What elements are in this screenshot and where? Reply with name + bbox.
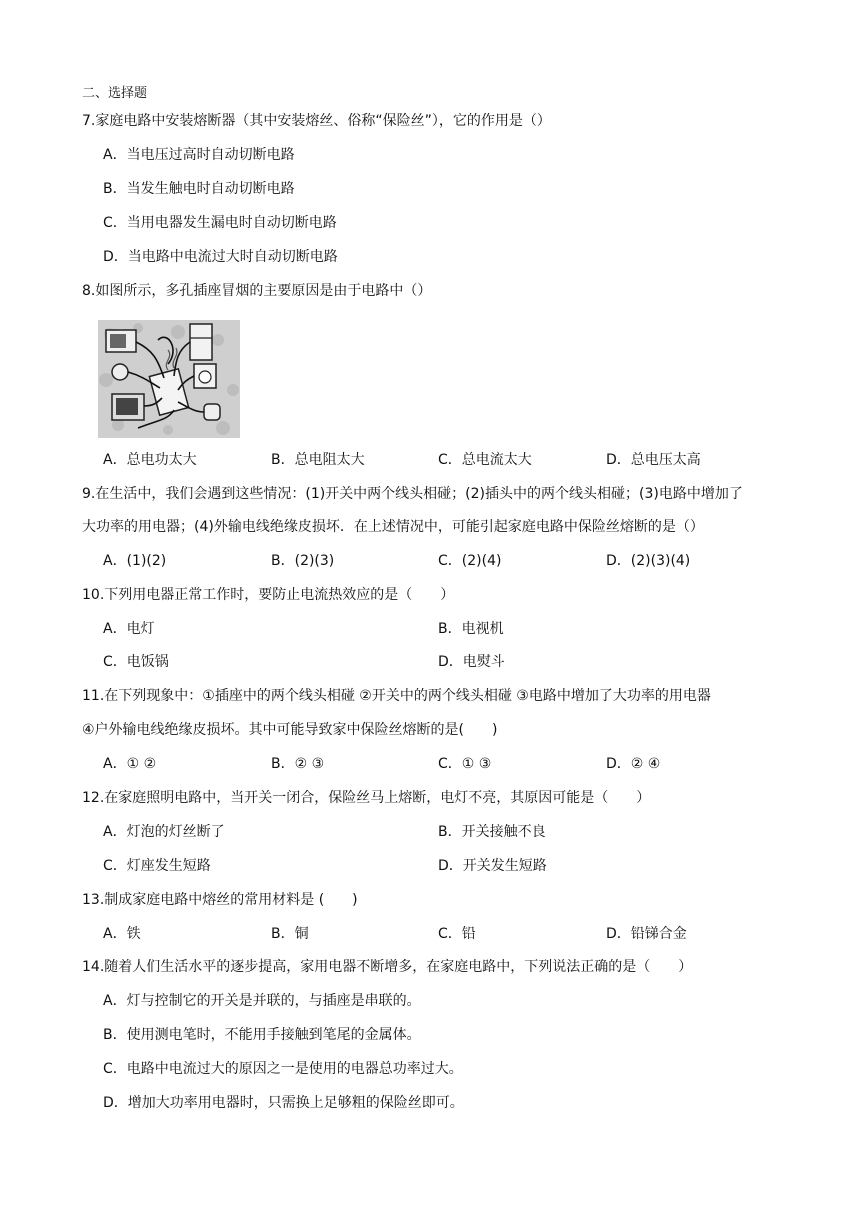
- question-12-option-d[interactable]: D．开关发生短路: [438, 858, 547, 874]
- question-10-option-a[interactable]: A．电灯: [103, 621, 155, 637]
- question-11-stem-line-2: ④户外输电线绝缘皮损坏。其中可能导致家中保险丝熔断的是( ): [82, 722, 498, 738]
- question-8-option-b[interactable]: B．总电阻太大: [271, 452, 365, 468]
- question-14-stem: 14.随着人们生活水平的逐步提高，家用电器不断增多，在家庭电路中，下列说法正确的是（ ）: [82, 959, 693, 975]
- question-12-option-c[interactable]: C．灯座发生短路: [103, 858, 211, 874]
- question-8-option-c[interactable]: C．总电流太大: [438, 452, 532, 468]
- question-7-stem: 7.家庭电路中安装熔断器（其中安装熔丝、俗称“保险丝”），它的作用是（）: [82, 113, 551, 129]
- question-8-option-d[interactable]: D．总电压太高: [606, 452, 701, 468]
- question-8-stem: 8.如图所示，多孔插座冒烟的主要原因是由于电路中（）: [82, 283, 432, 299]
- question-13-option-b[interactable]: B．铜: [271, 926, 309, 942]
- question-7-option-d[interactable]: D．当电路中电流过大时自动切断电路: [103, 249, 338, 265]
- question-7-option-c[interactable]: C．当用电器发生漏电时自动切断电路: [103, 215, 337, 231]
- question-12-stem: 12.在家庭照明电路中，当开关一闭合，保险丝马上熔断，电灯不亮，其原因可能是（ ）: [82, 790, 651, 806]
- question-7-option-a[interactable]: A．当电压过高时自动切断电路: [103, 147, 295, 163]
- question-7-option-b[interactable]: B．当发生触电时自动切断电路: [103, 181, 295, 197]
- question-14-option-d[interactable]: D．增加大功率用电器时，只需换上足够粗的保险丝即可。: [103, 1095, 464, 1111]
- question-13-stem: 13.制成家庭电路中熔丝的常用材料是 ( ): [82, 892, 358, 908]
- question-11-option-a[interactable]: A．① ②: [103, 756, 157, 772]
- power-strip-appliances-icon: [98, 320, 240, 438]
- question-10-option-c[interactable]: C．电饭锅: [103, 654, 169, 670]
- question-11-option-b[interactable]: B．② ③: [271, 756, 325, 772]
- question-14-option-c[interactable]: C．电路中电流过大的原因之一是使用的电器总功率过大。: [103, 1061, 463, 1077]
- question-13-option-c[interactable]: C．铅: [438, 926, 476, 942]
- question-10-stem: 10.下列用电器正常工作时，要防止电流热效应的是（ ）: [82, 587, 455, 603]
- question-13-option-d[interactable]: D．铅锑合金: [606, 926, 687, 942]
- question-8-option-a[interactable]: A．总电功太大: [103, 452, 197, 468]
- question-13-option-a[interactable]: A．铁: [103, 926, 141, 942]
- section-title: 二、选择题: [82, 86, 148, 101]
- question-10-option-d[interactable]: D．电熨斗: [438, 654, 505, 670]
- question-11-option-d[interactable]: D．② ④: [606, 756, 661, 772]
- question-14-option-a[interactable]: A．灯与控制它的开关是并联的，与插座是串联的。: [103, 993, 421, 1009]
- question-12-option-a[interactable]: A．灯泡的灯丝断了: [103, 824, 225, 840]
- question-9-option-c[interactable]: C．(2)(4): [438, 553, 502, 569]
- question-9-option-a[interactable]: A．(1)(2): [103, 553, 167, 569]
- question-9-option-d[interactable]: D．(2)(3)(4): [606, 553, 691, 569]
- question-12-option-b[interactable]: B．开关接触不良: [438, 824, 546, 840]
- question-9-stem-line-2: 大功率的用电器；(4)外输电线绝缘皮损坏．在上述情况中，可能引起家庭电路中保险丝熔断的是（）: [82, 519, 704, 535]
- question-14-option-b[interactable]: B．使用测电笔时，不能用手接触到笔尾的金属体。: [103, 1027, 421, 1043]
- question-9-option-b[interactable]: B．(2)(3): [271, 553, 335, 569]
- question-9-stem-line-1: 9.在生活中，我们会遇到这些情况：(1)开关中两个线头相碰；(2)插头中的两个线头相碰；(3)电路中增加了: [82, 486, 743, 502]
- question-10-option-b[interactable]: B．电视机: [438, 621, 504, 637]
- question-11-stem-line-1: 11.在下列现象中：①插座中的两个线头相碰 ②开关中的两个线头相碰 ③电路中增加了大功率的用电器: [82, 688, 711, 704]
- question-11-option-c[interactable]: C．① ③: [438, 756, 492, 772]
